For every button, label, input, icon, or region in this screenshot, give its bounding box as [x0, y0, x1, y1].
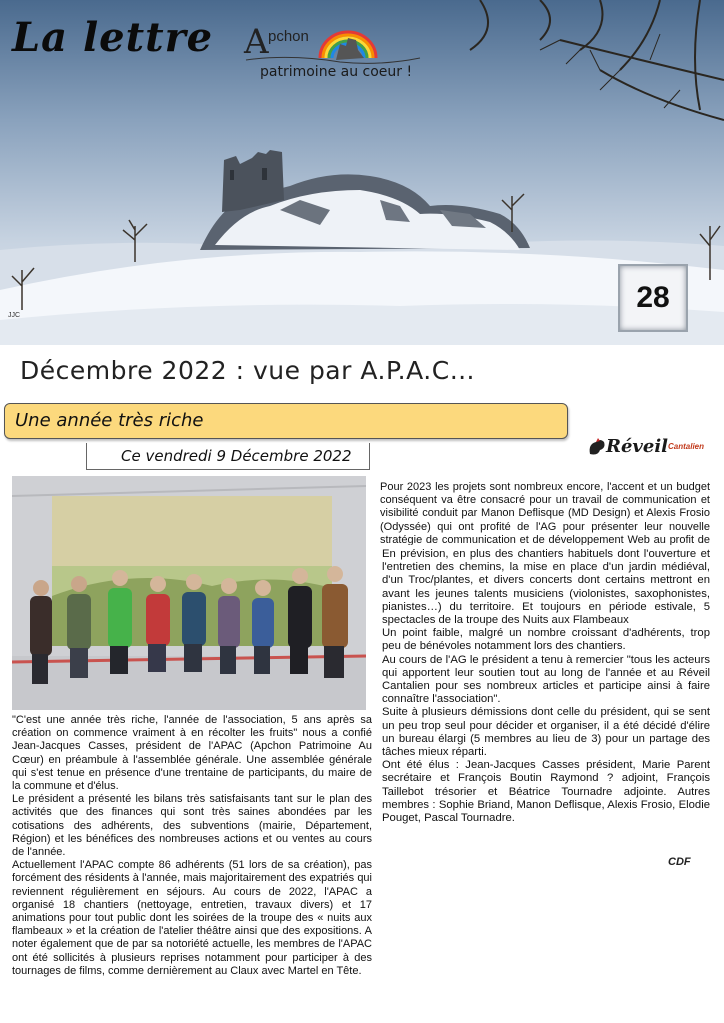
page-subheading: Décembre 2022 : vue par A.P.A.C… — [20, 356, 476, 385]
article-paragraph: Au cours de l'AG le président a tenu à remercier "tous les acteurs qui apportent leur soutien tout au long de l'année et au Réveil Cantalien pour ses nombreux articles et participe ainsi à faire connaître l'association". — [382, 653, 710, 706]
logo-initial: A — [244, 22, 269, 62]
date-line: Ce vendredi 9 Décembre 2022 — [121, 447, 352, 465]
section-title-bar — [4, 403, 568, 439]
issue-number: 28 — [636, 281, 670, 314]
logo-name: pchon — [268, 28, 309, 45]
logo-tagline: patrimoine au coeur ! — [260, 64, 413, 80]
rooster-icon — [586, 436, 608, 458]
article-paragraph: Un point faible, malgré un nombre croissant d'adhérents, trop peu de bénévoles notamment lors des chantiers. — [382, 627, 710, 653]
article-paragraph: En prévision, en plus des chantiers habituels dont l'ouverture et l'entretien des chemins, la mise en place d'un jardin médiéval, d'un Troc/plantes, et divers concerts dont certains mettront en avant les jeunes talents musiciens (violonistes, saxophonistes, pianistes…) du territoire. Et toujours en période estivale, 5 spectacles de la troupe des Nuits aux Flambeaux — [382, 548, 710, 627]
article-paragraph: "C'est une année très riche, l'année de l'association, 5 ans après sa création on commence vraiment à en récolter les fruits" nous a confié Jean-Jacques Casses, président de l'APAC (Apchon Patrimoine Au Cœur) en préambule à l'assemblée générale. Une assemblée générale qui s'est tenue en présence d'une trentaine de participants, du maire de la commune et d'élus. — [12, 714, 372, 793]
article-left-column — [12, 714, 372, 978]
article-right-top — [380, 481, 710, 545]
article-paragraph: Ont été élus : Jean-Jacques Casses président, Marie Parent secrétaire et François Boutin Raymond ? adjoint, François Taillebot trésorier et Béatrice Tournadre adjointe. Autres membres : Sophie Briand, Manon Deflisque, Alexis Frosio, Elodie Pouget, Pascal Tournadre. — [382, 759, 710, 825]
group-photo — [12, 476, 366, 710]
hero-photo — [0, 0, 724, 345]
newsletter-title: La lettre — [12, 14, 214, 61]
apchon-logo — [240, 14, 440, 90]
photo-credit: JJC — [8, 312, 21, 319]
article-paragraph: Suite à plusieurs démissions dont celle du président, qui se sent un peu trop seul pour décider et organiser, il a été décidé d'élire un bureau élargi (5 membres au lieu de 3) pour un partage des tâches mieux réparti. — [382, 706, 710, 759]
issue-badge — [618, 264, 688, 332]
newspaper-logo — [584, 430, 714, 468]
article-paragraph: Actuellement l'APAC compte 86 adhérents (51 lors de sa création), pas forcément des résidents à l'année, mais majoritairement des expatriés qui reviennent régulièrement en séjours. Au cours de 2022, l'APAC a organisé 18 chantiers (nettoyage, entretien, travaux divers) et 17 animations pour tout public dont les soirées de la troupe des « nuits aux flambeaux » et la création de l'atelier théâtre ainsi que des expositions. A noter également que de par sa notoriété actuelle, les membres de l'APAC ont été sollicités à plusieurs reprises notamment pour participer à des tournages de films, comme dernièrement au Claux avec Martel en Tête. — [12, 859, 372, 977]
newspaper-sub: Cantalien — [668, 442, 705, 451]
date-box — [86, 443, 370, 470]
group-photo-illustration — [12, 476, 366, 710]
article-paragraph: Le président a présenté les bilans très satisfaisants tant sur le plan des activités que des finances qui sont très saines abondées par les cotisations des adhérents, des subventions (mairie, Département, Région) et les bénéfices des nombreuses actions et ou ventes au cours de l'année. — [12, 793, 372, 859]
section-title: Une année très riche — [15, 410, 204, 431]
article-paragraph: Pour 2023 les projets sont nombreux encore, l'accent et un budget conséquent va être consacré pour un travail de communication et visibilité conduit par Manon Deflisque (MD Design) et Alexis Frosio (Odyssée) qui ont profité de l'AG pour présenter leur nouvelle stratégie de communication et de développement Web au profit de — [380, 481, 710, 545]
newspaper-name: Réveil — [606, 436, 668, 457]
article-signature: CDF — [668, 856, 691, 868]
article-right-column — [382, 548, 710, 825]
